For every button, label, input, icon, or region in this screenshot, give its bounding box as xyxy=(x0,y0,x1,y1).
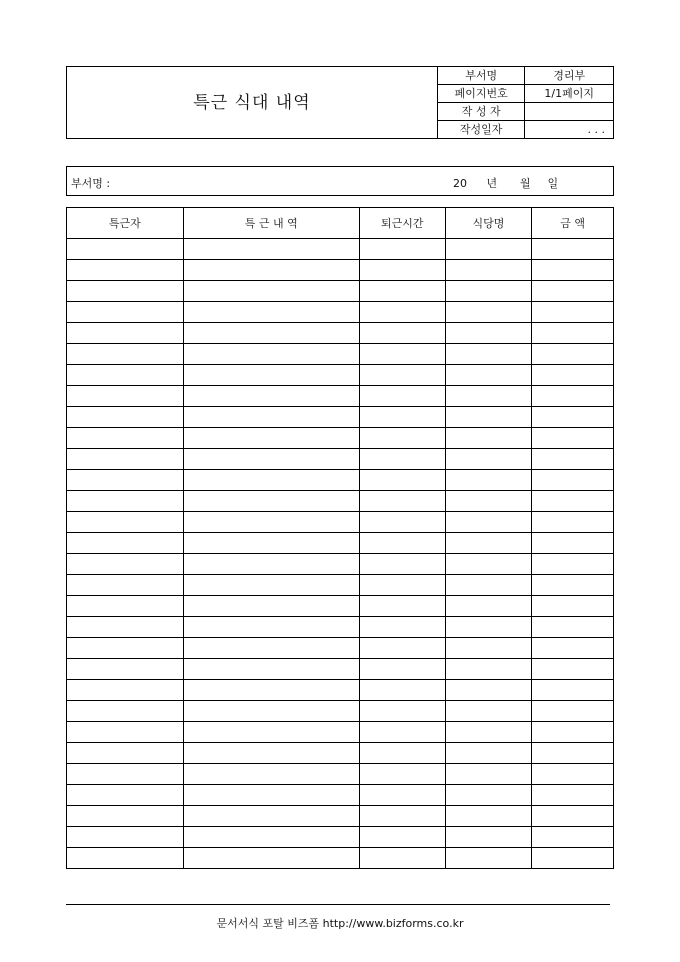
table-cell[interactable] xyxy=(445,344,532,365)
table-cell[interactable] xyxy=(67,407,184,428)
table-cell[interactable] xyxy=(445,386,532,407)
table-cell[interactable] xyxy=(183,785,359,806)
table-cell[interactable] xyxy=(359,428,445,449)
table-cell[interactable] xyxy=(183,428,359,449)
table-cell[interactable] xyxy=(67,701,184,722)
table-row xyxy=(67,239,614,260)
table-row xyxy=(67,344,614,365)
table-cell[interactable] xyxy=(183,386,359,407)
table-cell[interactable] xyxy=(532,722,614,743)
table-cell[interactable] xyxy=(359,722,445,743)
table-cell[interactable] xyxy=(359,596,445,617)
table-cell[interactable] xyxy=(532,260,614,281)
table-row xyxy=(67,470,614,491)
table-cell[interactable] xyxy=(67,596,184,617)
created-date-value: . . . xyxy=(525,121,614,139)
table-cell[interactable] xyxy=(359,638,445,659)
date-field xyxy=(453,175,558,191)
table-cell[interactable] xyxy=(183,764,359,785)
table-cell[interactable] xyxy=(67,449,184,470)
document-title: 특근 식대 내역 xyxy=(67,67,438,139)
table-cell[interactable] xyxy=(445,617,532,638)
table-cell[interactable] xyxy=(445,575,532,596)
table-cell[interactable] xyxy=(359,239,445,260)
table-cell[interactable] xyxy=(532,407,614,428)
table-cell[interactable] xyxy=(359,323,445,344)
table-cell[interactable] xyxy=(67,680,184,701)
table-cell[interactable] xyxy=(445,260,532,281)
dept-label: 부서명 xyxy=(437,67,524,85)
table-cell[interactable] xyxy=(359,806,445,827)
table-row xyxy=(67,785,614,806)
table-cell[interactable] xyxy=(183,344,359,365)
table-cell[interactable] xyxy=(183,722,359,743)
table-cell[interactable] xyxy=(532,512,614,533)
table-cell[interactable] xyxy=(445,323,532,344)
table-cell[interactable] xyxy=(183,365,359,386)
table-row xyxy=(67,386,614,407)
table-cell[interactable] xyxy=(359,743,445,764)
table-cell[interactable] xyxy=(183,827,359,848)
page-number-value: 1/1페이지 xyxy=(525,85,614,103)
table-cell[interactable] xyxy=(445,470,532,491)
table-cell[interactable] xyxy=(67,575,184,596)
table-row xyxy=(67,323,614,344)
table-cell[interactable] xyxy=(445,512,532,533)
table-cell[interactable] xyxy=(445,848,532,869)
table-row xyxy=(67,743,614,764)
table-cell[interactable] xyxy=(359,680,445,701)
table-cell[interactable] xyxy=(532,365,614,386)
table-cell[interactable] xyxy=(445,596,532,617)
table-row xyxy=(67,449,614,470)
table-cell[interactable] xyxy=(67,386,184,407)
table-cell[interactable] xyxy=(532,596,614,617)
table-row xyxy=(67,827,614,848)
month-unit: 월 xyxy=(520,177,531,190)
table-cell[interactable] xyxy=(67,302,184,323)
table-cell[interactable] xyxy=(183,638,359,659)
table-header-row xyxy=(67,208,614,239)
table-cell[interactable] xyxy=(532,764,614,785)
table-cell[interactable] xyxy=(359,848,445,869)
table-cell[interactable] xyxy=(67,323,184,344)
table-row xyxy=(67,680,614,701)
table-cell[interactable] xyxy=(183,680,359,701)
table-row xyxy=(67,617,614,638)
table-cell[interactable] xyxy=(532,281,614,302)
table-cell[interactable] xyxy=(359,470,445,491)
table-cell[interactable] xyxy=(67,764,184,785)
table-cell[interactable] xyxy=(445,239,532,260)
table-cell[interactable] xyxy=(67,554,184,575)
author-value xyxy=(525,103,614,121)
table-cell[interactable] xyxy=(183,701,359,722)
table-cell[interactable] xyxy=(445,302,532,323)
table-cell[interactable] xyxy=(445,365,532,386)
table-cell[interactable] xyxy=(532,428,614,449)
table-cell[interactable] xyxy=(532,848,614,869)
table-cell[interactable] xyxy=(532,554,614,575)
table-cell[interactable] xyxy=(445,827,532,848)
table-row xyxy=(67,638,614,659)
footer-divider xyxy=(66,904,610,905)
table-cell[interactable] xyxy=(67,281,184,302)
table-cell[interactable] xyxy=(532,785,614,806)
table-cell[interactable] xyxy=(532,386,614,407)
table-cell[interactable] xyxy=(532,806,614,827)
table-cell[interactable] xyxy=(532,533,614,554)
table-row xyxy=(67,365,614,386)
table-row xyxy=(67,533,614,554)
col-work-details: 특 근 내 역 xyxy=(183,208,359,239)
table-cell[interactable] xyxy=(532,575,614,596)
table-cell[interactable] xyxy=(359,827,445,848)
table-cell[interactable] xyxy=(67,848,184,869)
table-cell[interactable] xyxy=(67,470,184,491)
col-restaurant: 식당명 xyxy=(445,208,532,239)
table-cell[interactable] xyxy=(532,638,614,659)
table-cell[interactable] xyxy=(67,365,184,386)
table-row xyxy=(67,596,614,617)
created-date-label: 작성일자 xyxy=(437,121,524,139)
table-cell[interactable] xyxy=(359,386,445,407)
table-cell[interactable] xyxy=(67,743,184,764)
table-cell[interactable] xyxy=(183,743,359,764)
table-cell[interactable] xyxy=(67,617,184,638)
table-row xyxy=(67,428,614,449)
table-row xyxy=(67,554,614,575)
table-row xyxy=(67,764,614,785)
table-row xyxy=(67,260,614,281)
table-cell[interactable] xyxy=(532,680,614,701)
table-cell[interactable] xyxy=(445,428,532,449)
table-cell[interactable] xyxy=(532,743,614,764)
table-cell[interactable] xyxy=(67,659,184,680)
table-cell[interactable] xyxy=(359,554,445,575)
table-cell[interactable] xyxy=(183,617,359,638)
table-cell[interactable] xyxy=(359,344,445,365)
department-label: 부서명 : xyxy=(71,177,111,190)
table-cell[interactable] xyxy=(445,554,532,575)
table-cell[interactable] xyxy=(183,260,359,281)
table-cell[interactable] xyxy=(67,491,184,512)
table-cell[interactable] xyxy=(445,491,532,512)
table-cell[interactable] xyxy=(359,281,445,302)
table-cell[interactable] xyxy=(445,449,532,470)
table-cell[interactable] xyxy=(67,785,184,806)
table-cell[interactable] xyxy=(359,575,445,596)
table-cell[interactable] xyxy=(445,638,532,659)
table-cell[interactable] xyxy=(359,617,445,638)
table-cell[interactable] xyxy=(532,659,614,680)
table-cell[interactable] xyxy=(359,491,445,512)
dept-value: 경리부 xyxy=(525,67,614,85)
table-row xyxy=(67,575,614,596)
table-cell[interactable] xyxy=(445,407,532,428)
table-row xyxy=(67,407,614,428)
table-row xyxy=(67,512,614,533)
table-cell[interactable] xyxy=(359,512,445,533)
table-cell[interactable] xyxy=(183,323,359,344)
table-cell[interactable] xyxy=(183,512,359,533)
table-cell[interactable] xyxy=(359,449,445,470)
year-unit: 년 xyxy=(486,177,498,190)
table-cell[interactable] xyxy=(183,659,359,680)
table-cell[interactable] xyxy=(67,428,184,449)
table-cell[interactable] xyxy=(183,449,359,470)
table-cell[interactable] xyxy=(183,239,359,260)
table-cell[interactable] xyxy=(445,281,532,302)
table-row xyxy=(67,659,614,680)
overtime-meal-table xyxy=(66,207,614,869)
table-cell[interactable] xyxy=(183,596,359,617)
table-cell[interactable] xyxy=(532,302,614,323)
col-worker: 특근자 xyxy=(67,208,184,239)
table-row xyxy=(67,302,614,323)
table-cell[interactable] xyxy=(532,827,614,848)
table-cell[interactable] xyxy=(183,470,359,491)
table-cell[interactable] xyxy=(532,449,614,470)
table-cell[interactable] xyxy=(67,806,184,827)
table-cell[interactable] xyxy=(445,785,532,806)
col-amount: 금 액 xyxy=(532,208,614,239)
table-cell[interactable] xyxy=(67,533,184,554)
col-leave-time: 퇴근시간 xyxy=(359,208,445,239)
table-cell[interactable] xyxy=(183,533,359,554)
table-row xyxy=(67,701,614,722)
table-cell[interactable] xyxy=(532,239,614,260)
table-cell[interactable] xyxy=(183,281,359,302)
table-cell[interactable] xyxy=(67,344,184,365)
table-cell[interactable] xyxy=(445,722,532,743)
table-cell[interactable] xyxy=(183,806,359,827)
table-cell[interactable] xyxy=(532,323,614,344)
table-cell[interactable] xyxy=(445,743,532,764)
header-table xyxy=(66,66,614,139)
page-number-label: 페이지번호 xyxy=(437,85,524,103)
table-row xyxy=(67,722,614,743)
table-cell[interactable] xyxy=(532,344,614,365)
table-cell[interactable] xyxy=(359,302,445,323)
table-cell[interactable] xyxy=(359,365,445,386)
table-cell[interactable] xyxy=(67,512,184,533)
table-cell[interactable] xyxy=(183,554,359,575)
table-cell[interactable] xyxy=(445,659,532,680)
table-cell[interactable] xyxy=(532,701,614,722)
table-cell[interactable] xyxy=(532,617,614,638)
day-unit: 일 xyxy=(547,177,559,190)
department-date-bar xyxy=(66,166,614,196)
author-label: 작 성 자 xyxy=(437,103,524,121)
table-cell[interactable] xyxy=(445,533,532,554)
table-cell[interactable] xyxy=(445,701,532,722)
footer-text: 문서서식 포탈 비즈폼 http://www.bizforms.co.kr xyxy=(216,917,464,930)
table-cell[interactable] xyxy=(445,680,532,701)
table-cell[interactable] xyxy=(183,848,359,869)
table-cell[interactable] xyxy=(67,722,184,743)
table-cell[interactable] xyxy=(359,785,445,806)
year-prefix: 20 xyxy=(453,177,467,190)
table-row xyxy=(67,281,614,302)
table-cell[interactable] xyxy=(183,302,359,323)
table-cell[interactable] xyxy=(445,764,532,785)
table-cell[interactable] xyxy=(532,470,614,491)
table-cell[interactable] xyxy=(359,260,445,281)
table-cell[interactable] xyxy=(67,827,184,848)
table-cell[interactable] xyxy=(67,638,184,659)
table-cell[interactable] xyxy=(67,239,184,260)
table-cell[interactable] xyxy=(359,701,445,722)
table-cell[interactable] xyxy=(183,491,359,512)
table-cell[interactable] xyxy=(359,659,445,680)
table-cell[interactable] xyxy=(445,806,532,827)
table-row xyxy=(67,491,614,512)
table-cell[interactable] xyxy=(359,764,445,785)
table-cell[interactable] xyxy=(183,407,359,428)
table-cell[interactable] xyxy=(532,491,614,512)
table-row xyxy=(67,848,614,869)
table-cell[interactable] xyxy=(359,407,445,428)
table-cell[interactable] xyxy=(67,260,184,281)
table-cell[interactable] xyxy=(183,575,359,596)
table-row xyxy=(67,806,614,827)
table-cell[interactable] xyxy=(359,533,445,554)
